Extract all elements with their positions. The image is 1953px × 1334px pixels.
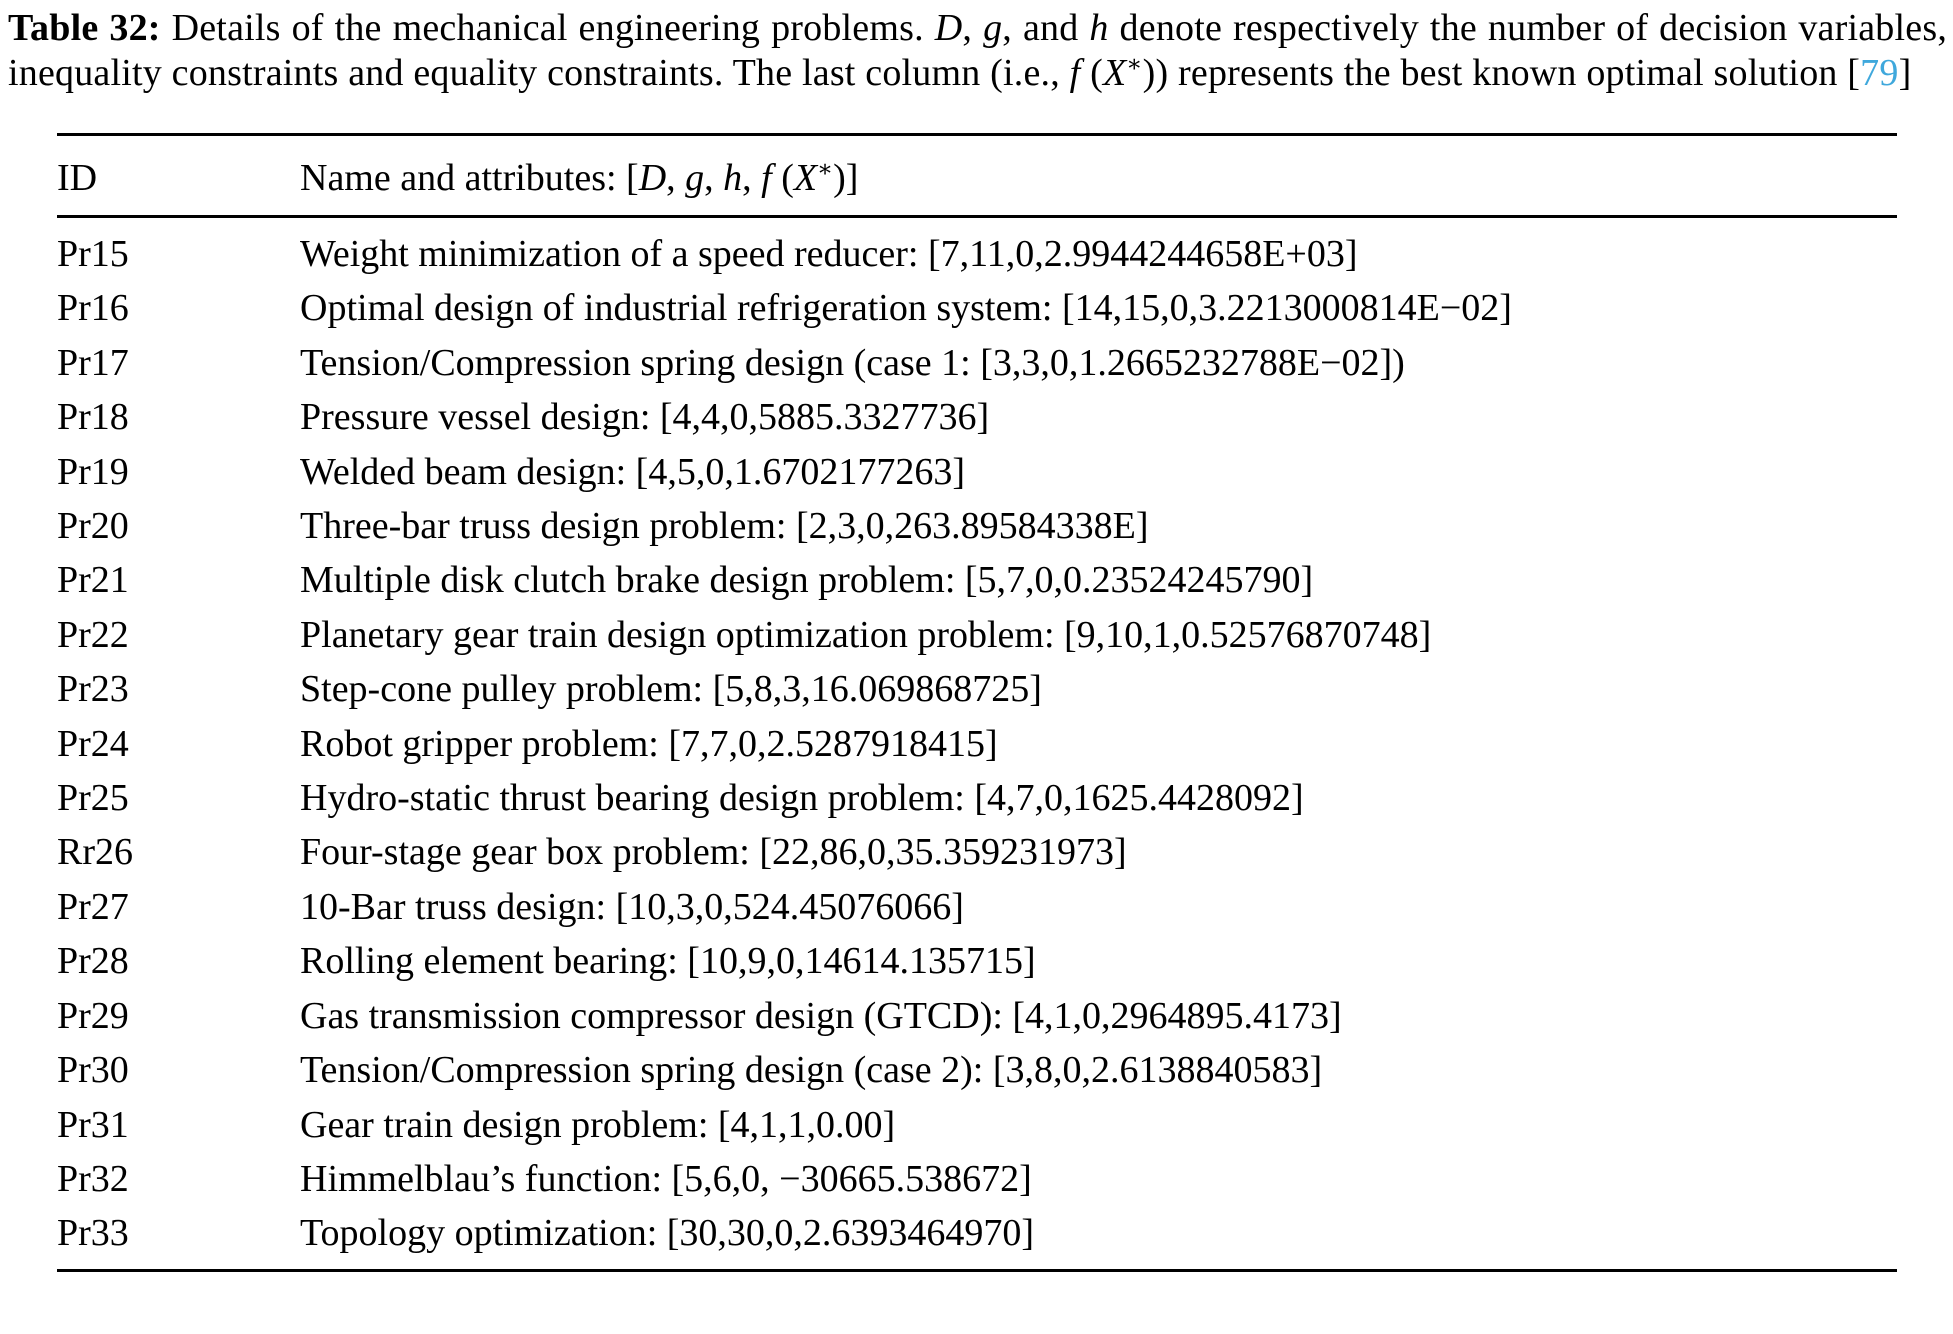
caption-text-segment: , — [742, 157, 762, 199]
table-row — [57, 934, 1897, 988]
table-row — [57, 771, 1897, 825]
row-id: Pr33 — [57, 1212, 129, 1255]
caption-text-segment: f — [1069, 52, 1081, 94]
citation-link[interactable]: 79 — [1860, 52, 1899, 94]
row-id: Rr26 — [57, 831, 133, 874]
caption-text-segment: ] — [1898, 52, 1912, 94]
row-name-attributes: Weight minimization of a speed reducer: [7,11,0,2.9944244658E+03] — [300, 233, 1358, 275]
table-32 — [57, 133, 1897, 1272]
row-name-attributes: Gear train design problem: [4,1,1,0.00] — [300, 1103, 896, 1146]
caption-text-segment: denote respectively the number of decision variables, inequality constraints and equality constraints. The last column (i.e., — [8, 7, 1948, 94]
row-id: Pr22 — [57, 613, 129, 656]
table-row — [57, 717, 1897, 771]
row-id: Pr30 — [57, 1049, 129, 1092]
row-id: Pr18 — [57, 396, 129, 439]
row-name-attributes: Robot gripper problem: [7,7,0,2.5287918415] — [300, 722, 998, 765]
table-body — [57, 218, 1897, 1269]
caption-text-segment: D — [934, 7, 963, 49]
caption-text-segment: g — [983, 7, 1003, 49]
row-id: Pr15 — [57, 233, 129, 275]
row-id: Pr16 — [57, 287, 129, 330]
row-name-attributes: 10-Bar truss design: [10,3,0,524.45076066] — [300, 885, 964, 928]
superscript-text: ∗ — [817, 156, 834, 183]
table-row — [57, 1043, 1897, 1097]
table-row — [57, 1152, 1897, 1206]
table-row — [57, 553, 1897, 607]
table-row — [57, 662, 1897, 716]
row-id: Pr29 — [57, 994, 129, 1037]
caption-text-segment: g — [685, 157, 705, 199]
paper-page — [0, 6, 1953, 1334]
column-header-name-attributes — [300, 156, 1897, 200]
caption-text-segment: h — [1089, 7, 1109, 49]
row-name-attributes: Tension/Compression spring design (case 1: [3,3,0,1.2665232788E−02]) — [300, 341, 1405, 384]
caption-text-segment: , — [666, 157, 686, 199]
table-row — [57, 989, 1897, 1043]
table-row — [57, 499, 1897, 553]
table-row — [57, 608, 1897, 662]
row-name-attributes: Optimal design of industrial refrigeration system: [14,15,0,3.2213000814E−02] — [300, 287, 1512, 330]
table-row — [57, 880, 1897, 934]
row-id: Pr21 — [57, 559, 129, 602]
caption-text-segment: ( — [1080, 52, 1103, 94]
caption-text-segment: h — [723, 157, 743, 199]
caption-text-segment: , — [962, 7, 984, 49]
row-name-attributes: Gas transmission compressor design (GTCD): [4,1,0,2964895.4173] — [300, 994, 1342, 1037]
row-name-attributes: Multiple disk clutch brake design problem: [5,7,0,0.23524245790] — [300, 559, 1314, 602]
table-row — [57, 445, 1897, 499]
row-name-attributes: Welded beam design: [4,5,0,1.6702177263] — [300, 450, 965, 493]
row-name-attributes: Hydro-static thrust bearing design problem: [4,7,0,1625.4428092] — [300, 777, 1304, 820]
caption-text-segment: D — [638, 157, 667, 199]
caption-text-segment: , — [704, 157, 724, 199]
caption-text-segment: Name and attributes: [ — [300, 157, 639, 199]
row-id: Pr32 — [57, 1157, 129, 1200]
row-name-attributes: Step-cone pulley problem: [5,8,3,16.069868725] — [300, 668, 1042, 711]
caption-text-segment: )) represents the best known optimal solution [ — [1142, 52, 1861, 94]
caption-text-segment: , and — [1002, 7, 1090, 49]
row-name-attributes: Pressure vessel design: [4,4,0,5885.3327736] — [300, 396, 990, 439]
row-id: Pr27 — [57, 885, 129, 928]
row-id: Pr28 — [57, 940, 129, 983]
table-caption — [8, 6, 1947, 96]
caption-text-segment: Table 32: — [8, 7, 161, 49]
row-name-attributes: Topology optimization: [30,30,0,2.6393464970] — [300, 1212, 1035, 1255]
row-id: Pr25 — [57, 777, 129, 820]
table-row — [57, 825, 1897, 879]
table-row — [57, 336, 1897, 390]
caption-text-segment: Details of the mechanical engineering problems. — [160, 7, 935, 49]
table-row — [57, 227, 1897, 281]
row-id: Pr19 — [57, 450, 129, 493]
column-header-id: ID — [57, 157, 98, 199]
superscript-text: ∗ — [1126, 51, 1143, 78]
caption-text-segment: ( — [771, 157, 794, 199]
caption-text-segment: X — [1102, 52, 1127, 94]
table-row — [57, 281, 1897, 335]
row-id: Pr17 — [57, 341, 129, 384]
row-name-attributes: Himmelblau’s function: [5,6,0, −30665.538672] — [300, 1157, 1032, 1200]
caption-text-segment: X — [793, 157, 818, 199]
row-id: Pr23 — [57, 668, 129, 711]
row-name-attributes: Tension/Compression spring design (case 2): [3,8,0,2.6138840583] — [300, 1049, 1323, 1092]
row-id: Pr31 — [57, 1103, 129, 1146]
row-id: Pr24 — [57, 722, 129, 765]
table-header-row — [57, 136, 1897, 218]
row-name-attributes: Planetary gear train design optimization problem: [9,10,1,0.52576870748] — [300, 613, 1432, 656]
row-name-attributes: Rolling element bearing: [10,9,0,14614.135715] — [300, 940, 1036, 983]
caption-text-segment: )] — [833, 157, 859, 199]
table-row — [57, 1206, 1897, 1260]
caption-text-segment: f — [761, 157, 772, 199]
row-name-attributes: Four-stage gear box problem: [22,86,0,35.359231973] — [300, 831, 1127, 874]
table-row — [57, 390, 1897, 444]
row-id: Pr20 — [57, 505, 129, 548]
table-row — [57, 1098, 1897, 1152]
row-name-attributes: Three-bar truss design problem: [2,3,0,263.89584338E] — [300, 505, 1149, 548]
